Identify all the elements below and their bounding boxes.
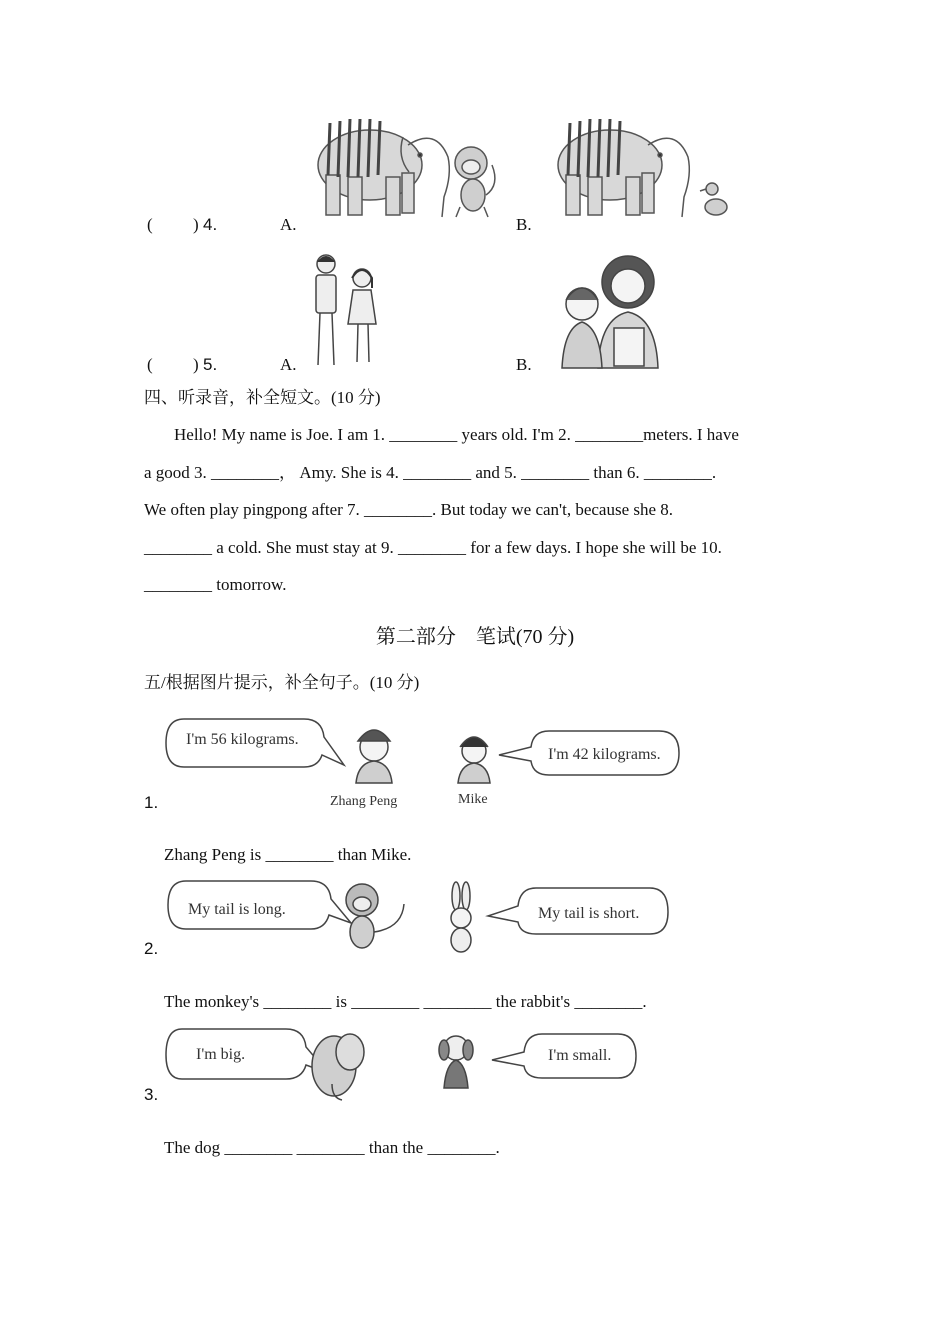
part2-title-text: 第二部分 笔试 xyxy=(375,626,516,648)
boy-woman-image xyxy=(558,248,668,370)
q4-paren-close: ) xyxy=(193,215,199,234)
item3-number: 3. xyxy=(144,1085,159,1104)
section4-score: (10 分) xyxy=(331,388,381,407)
item1-caption-left: Zhang Peng xyxy=(330,794,398,809)
section5-score: (10 分) xyxy=(369,673,420,692)
bubble-left-shape xyxy=(166,1029,328,1079)
item2-bubble-right-text: My tail is short. xyxy=(538,905,640,922)
man-girl-image xyxy=(306,250,386,370)
q4-number: 4. xyxy=(203,215,218,234)
q4-paren-open: ( xyxy=(147,215,153,234)
item3-bubble-right-text: I'm small. xyxy=(548,1047,612,1064)
item3-illustration xyxy=(164,1024,644,1104)
passage-line-1: Hello! My name is Joe. I am 1. ________ years old. I'm 2. ________meters. I have xyxy=(174,425,739,444)
q5-number: 5. xyxy=(203,355,218,374)
q5-paren-open: ( xyxy=(147,355,153,374)
section4-passage xyxy=(144,416,806,604)
part2-title xyxy=(0,620,950,649)
item2-sentence: The monkey's ________ is ________ ________ the rabbit's ________. xyxy=(164,992,647,1011)
item1-illustration xyxy=(164,715,684,810)
item1-caption-right: Mike xyxy=(458,792,488,807)
passage-line-2: a good 3. ________， Amy. She is 4. ________ and 5. ________ than 6. ________. xyxy=(144,462,717,482)
section4-heading-text: 四、听录音，补全短文。 xyxy=(144,388,331,407)
q4-option-b: B. xyxy=(516,215,532,234)
section5-heading xyxy=(144,674,419,691)
part2-score: (70 分) xyxy=(515,626,575,648)
item3-bubble-left-text: I'm big. xyxy=(196,1046,246,1063)
item2-number: 2. xyxy=(144,939,159,958)
section5-heading-text: 五/根据图片提示，补全句子。 xyxy=(144,673,370,692)
passage-line-4: ________ a cold. She must stay at 9. ________ for a few days. I hope she will be 10. xyxy=(144,537,722,557)
passage-line-5: ________ tomorrow. xyxy=(144,575,287,594)
section4-heading xyxy=(144,389,381,406)
item1-bubble-right-text: I'm 42 kilograms. xyxy=(548,746,661,763)
q4-option-a: A. xyxy=(280,215,297,234)
item2-bubble-left-text: My tail is long. xyxy=(188,901,286,918)
elephant-duck-image xyxy=(548,115,738,225)
q5-option-a: A. xyxy=(280,355,297,374)
item1-bubble-left-text: I'm 56 kilograms. xyxy=(186,731,299,748)
passage-line-3: We often play pingpong after 7. ________. But today we can't, because she 8. xyxy=(144,500,674,519)
item3-sentence: The dog ________ ________ than the ________. xyxy=(164,1138,500,1157)
item2-illustration xyxy=(166,876,676,958)
q5-option-b: B. xyxy=(516,355,532,374)
item1-sentence: Zhang Peng is ________ than Mike. xyxy=(164,845,412,864)
q5-paren-close: ) xyxy=(193,355,199,374)
item1-number: 1. xyxy=(144,793,159,812)
elephant-monkey-image xyxy=(308,115,498,225)
